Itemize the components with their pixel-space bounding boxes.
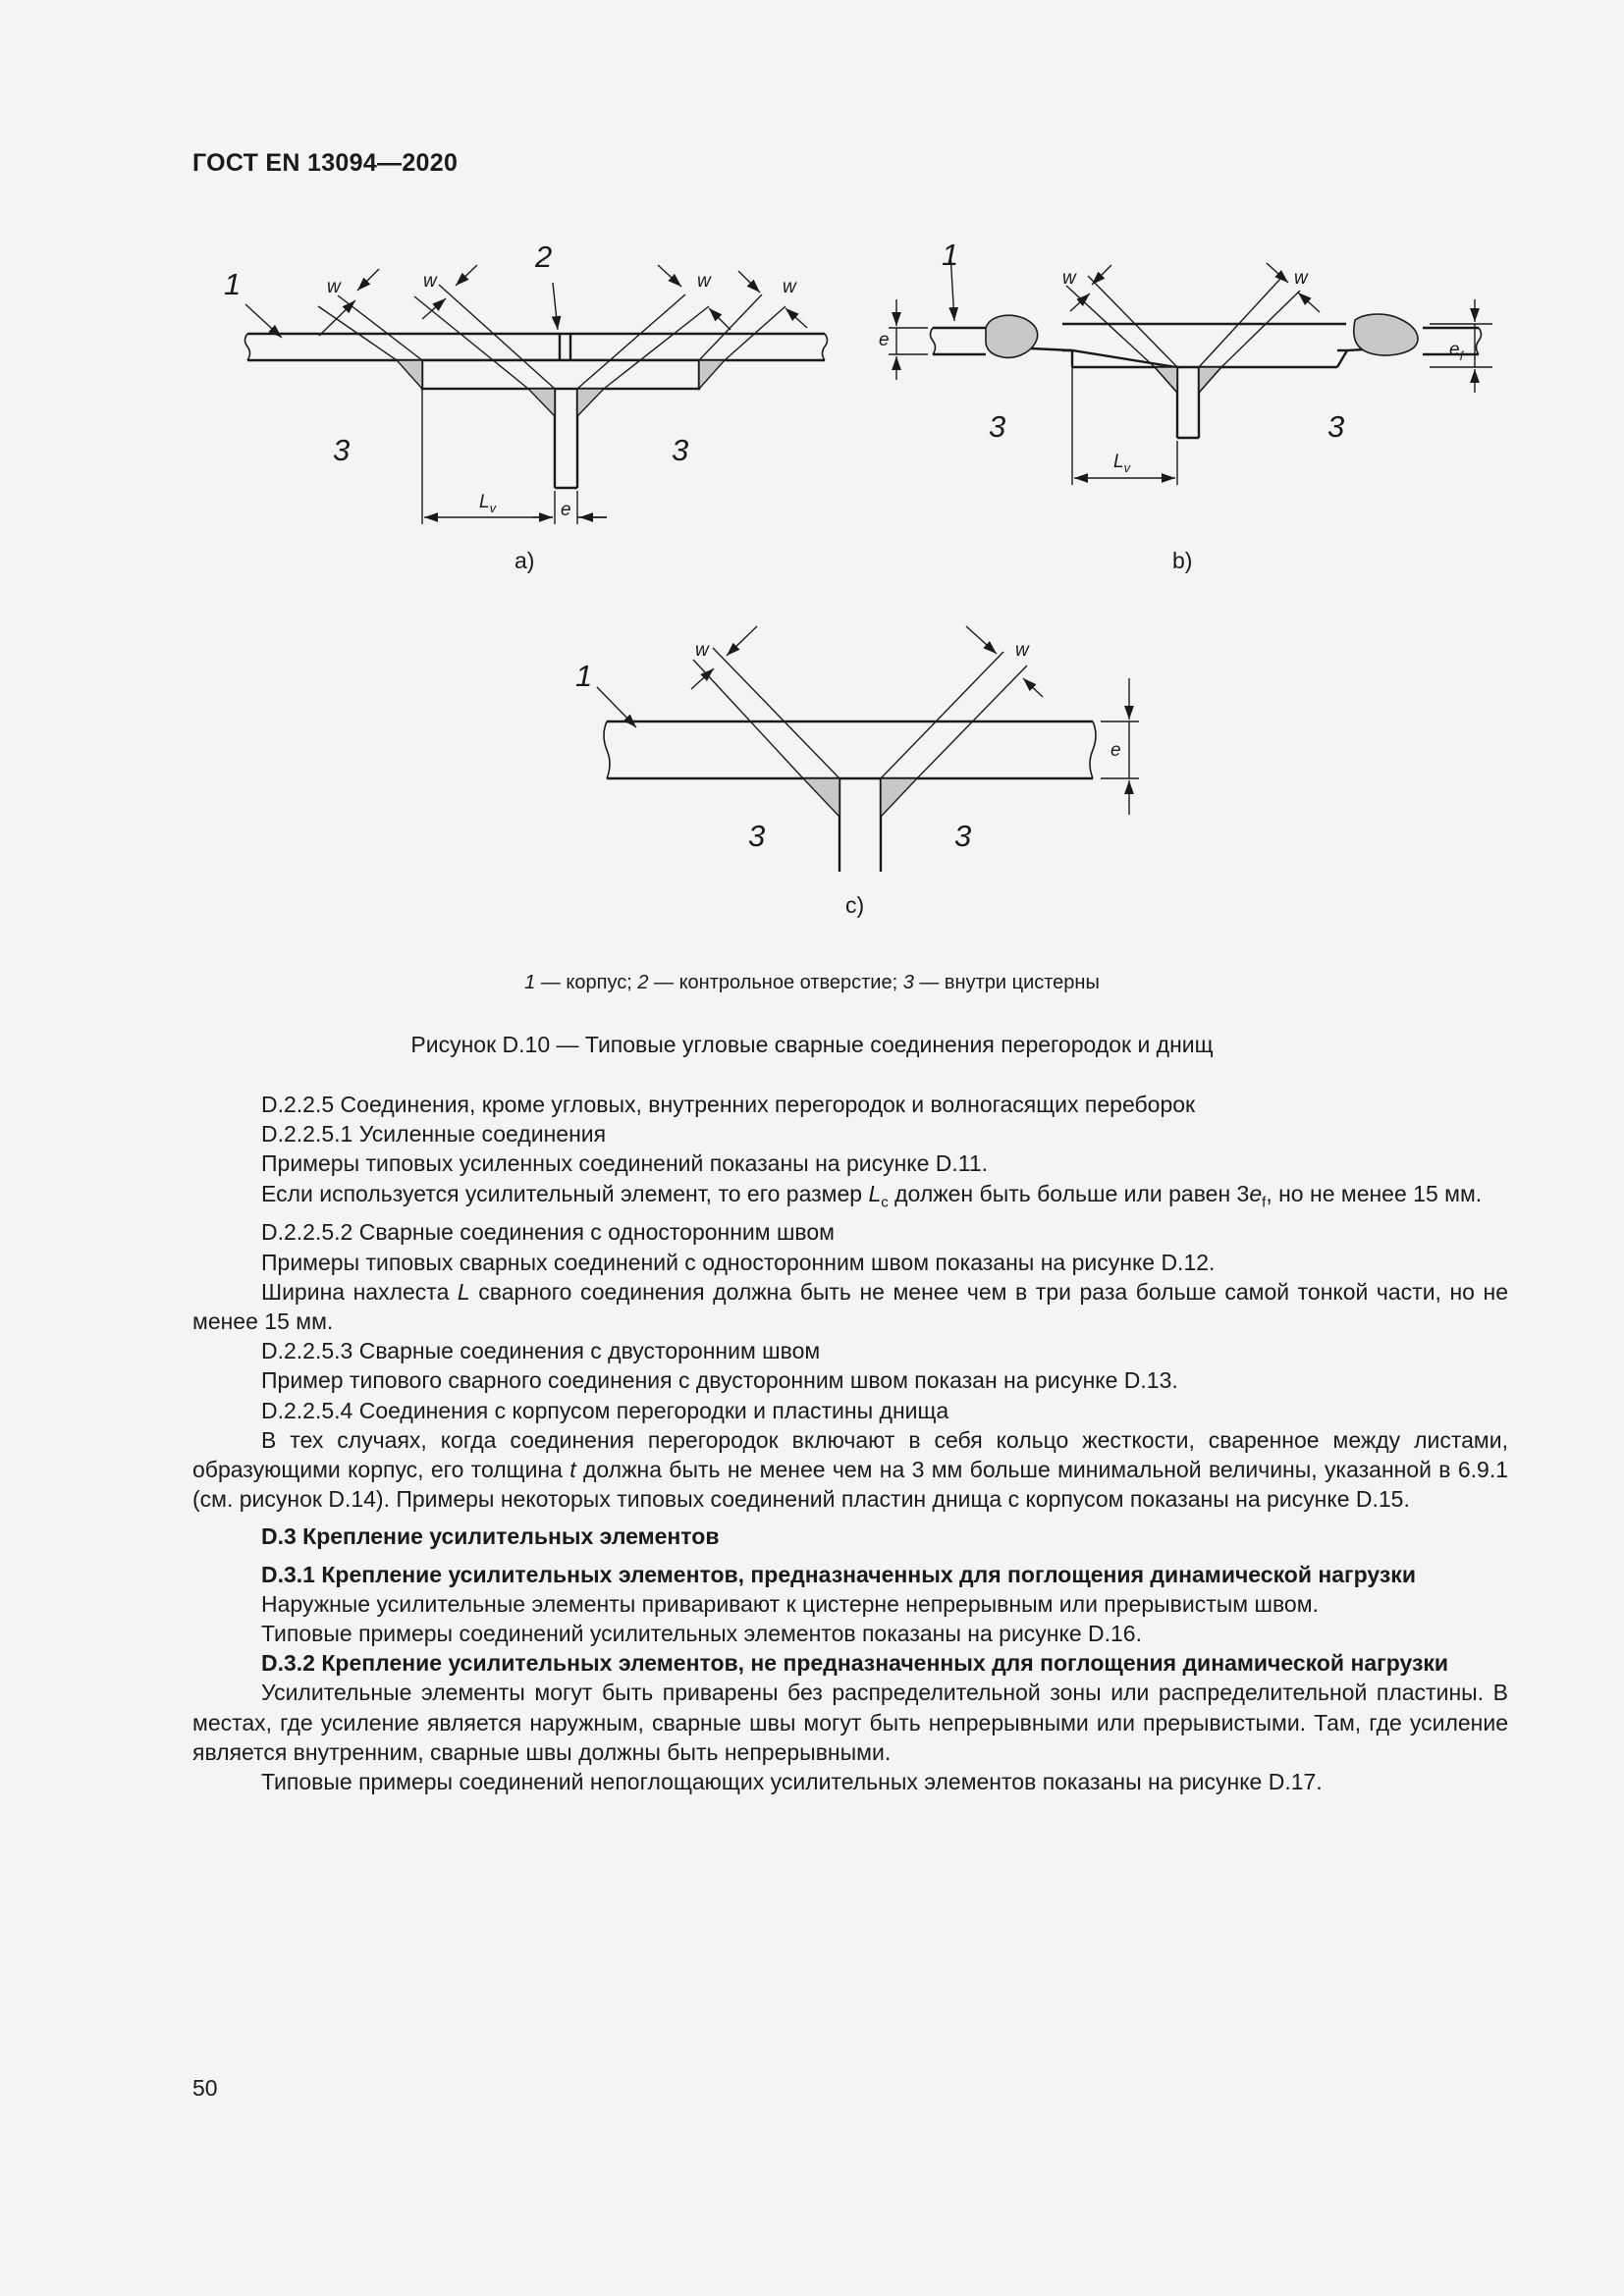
- paragraph: D.2.2.5.2 Сварные соединения с односторонним швом: [261, 1219, 835, 1246]
- section-heading: D.3.2 Крепление усилительных элементов, не предназначенных для поглощения динамической нагрузки: [261, 1650, 1449, 1677]
- fig-a-label-e: e: [561, 500, 571, 520]
- paragraph: D.2.2.5.4 Соединения с корпусом перегородки и пластины днища: [261, 1397, 949, 1423]
- figure-b-dimensions: [889, 253, 1492, 485]
- fig-b-sublabel: b): [1172, 548, 1193, 573]
- paragraph: D.2.2.5.3 Сварные соединения с двусторонним швом: [261, 1338, 821, 1364]
- fig-a-label-3-left: 3: [333, 433, 351, 467]
- fig-a-label-1: 1: [224, 267, 242, 301]
- body-text: [192, 1090, 1508, 1796]
- fig-a-label-2: 2: [535, 240, 553, 274]
- fig-c-label-1: 1: [575, 659, 593, 693]
- figure-c-welds: [803, 778, 917, 817]
- fig-a-label-lv: $L_v$: [479, 492, 497, 515]
- fig-a-sublabel: a): [514, 548, 535, 573]
- fig-b-label-w1: w: [1062, 268, 1076, 289]
- figure-b-welds: [986, 314, 1418, 393]
- fig-c-label-w2: w: [1015, 640, 1029, 661]
- paragraph: Ширина нахлеста L сварного соединения должна быть не менее чем в три раза больше самой тонкой части, но не менее 15 мм.: [192, 1278, 1508, 1335]
- paragraph: Примеры типовых сварных соединений с односторонним швом показаны на рисунке D.12.: [261, 1249, 1216, 1275]
- section-heading: D.3.1 Крепление усилительных элементов, предназначенных для поглощения динамической нагрузки: [261, 1561, 1416, 1587]
- figure-caption: Рисунок D.10 — Типовые угловые сварные соединения перегородок и днищ: [410, 1032, 1214, 1057]
- fig-a-label-w2: w: [423, 271, 437, 292]
- fig-c-sublabel: c): [845, 892, 865, 918]
- paragraph: Если используется усилительный элемент, то его размер $L_c$ должен быть больше или равен $3e_f$, но не менее 15 мм.: [261, 1180, 1483, 1211]
- fig-b-label-1: 1: [942, 238, 959, 272]
- paragraph: Усилительные элементы могут быть приварены без распределительной зоны или распределительной пластины. В местах, где усиление является наружным, сварные швы могут быть непрерывными или прерывистыми. Там, где усиление является внутренним, сварные швы должны быть непрерывными.: [192, 1680, 1508, 1765]
- paragraph: Типовые примеры соединений непоглощающих усилительных элементов показаны на рисунке D.17.: [261, 1769, 1323, 1795]
- paragraph: Примеры типовых усиленных соединений показаны на рисунке D.11.: [261, 1150, 989, 1177]
- paragraph: В тех случаях, когда соединения перегородок включают в себя кольцо жесткости, сваренное между листами, образующими корпус, его толщина t должна быть не менее чем на 3 мм больше минимальной величины, указанной в 6.9.1 (см. рисунок D.14). Примеры некоторых типовых соединений пластин днища с корпусом показаны на рисунке D.15.: [192, 1426, 1509, 1513]
- fig-b-label-lv: $L_v$: [1113, 452, 1131, 475]
- fig-b-label-e: e: [879, 330, 890, 350]
- page-number: 50: [192, 2075, 218, 2101]
- paragraph: D.2.2.5.1 Усиленные соединения: [261, 1121, 607, 1148]
- fig-b-label-w2: w: [1294, 268, 1308, 289]
- document-header: ГОСТ EN 13094—2020: [192, 149, 459, 177]
- figure-d10: [0, 0, 1624, 962]
- fig-c-label-3-left: 3: [748, 819, 766, 853]
- fig-a-label-w1: w: [327, 277, 341, 297]
- section-heading: D.3 Крепление усилительных элементов: [261, 1523, 720, 1550]
- paragraph: Пример типового сварного соединения с двусторонним швом показан на рисунке D.13.: [261, 1367, 1178, 1394]
- paragraph: Типовые примеры соединений усилительных элементов показаны на рисунке D.16.: [261, 1621, 1142, 1647]
- fig-b-label-3-right: 3: [1327, 409, 1345, 444]
- paragraph: Наружные усилительные элементы приваривают к цистерне непрерывным или прерывистым швом.: [261, 1590, 1319, 1617]
- figure-legend: 1 — корпус; 2 — контрольное отверстие; 3 — внутри цистерны: [524, 972, 1100, 993]
- fig-c-label-e: e: [1110, 740, 1121, 761]
- fig-b-label-ef: $e_f$: [1449, 340, 1464, 363]
- fig-c-label-w1: w: [695, 640, 709, 661]
- fig-a-label-w4: w: [783, 277, 796, 297]
- figure-c-drawing: [604, 721, 1096, 872]
- fig-a-label-w3: w: [697, 271, 711, 292]
- figure-a-dimensions: [245, 265, 807, 524]
- fig-b-label-3-left: 3: [989, 409, 1006, 444]
- fig-c-label-3-right: 3: [954, 819, 972, 853]
- paragraph: D.2.2.5 Соединения, кроме угловых, внутренних перегородок и волногасящих переборок: [261, 1092, 1196, 1117]
- fig-a-label-3-right: 3: [672, 433, 689, 467]
